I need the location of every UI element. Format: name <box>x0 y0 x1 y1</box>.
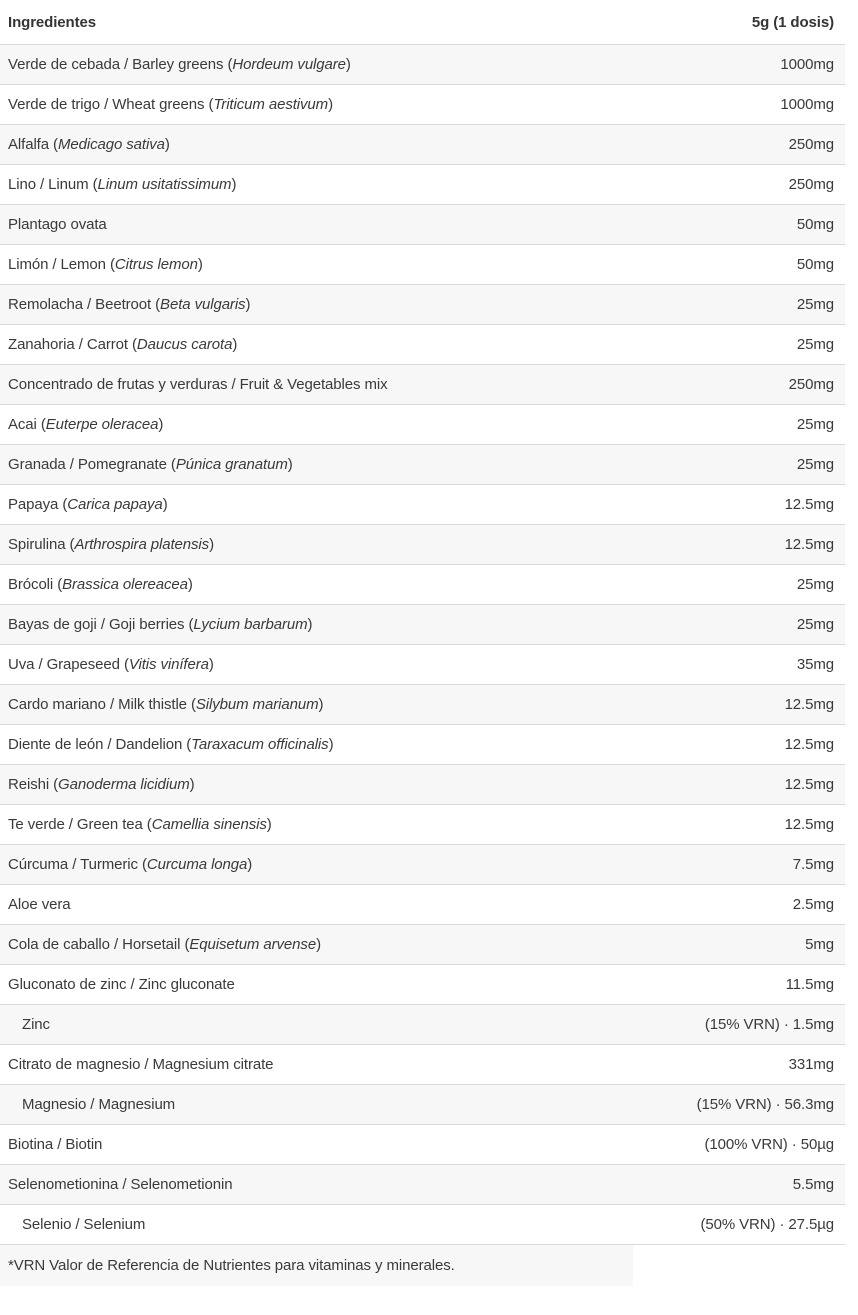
ingredient-name <box>8 616 312 633</box>
ingredient-name <box>8 456 293 473</box>
ingredient-name-text: Plantago ovata <box>8 216 107 233</box>
ingredient-amount: 25mg <box>796 296 834 313</box>
ingredient-name-close: ) <box>318 696 324 713</box>
ingredient-name-close: ) <box>266 816 272 833</box>
ingredient-name-text: Papaya ( <box>8 496 68 513</box>
ingredient-amount: 1000mg <box>780 96 834 113</box>
table-row <box>0 445 845 485</box>
ingredient-amount: 25mg <box>796 416 834 433</box>
ingredient-name-text: Spirulina ( <box>8 536 75 553</box>
table-row <box>0 965 845 1005</box>
ingredient-name <box>8 736 333 753</box>
table-row <box>0 925 845 965</box>
table-row <box>0 885 845 925</box>
ingredient-name-text: Zanahoria / Carrot ( <box>8 336 137 353</box>
ingredient-latin: Linum usitatissimum <box>97 176 232 193</box>
ingredient-name-close: ) <box>189 776 195 793</box>
table-row <box>0 805 845 845</box>
ingredient-name <box>8 176 236 193</box>
ingredient-name-text: Selenio / Selenium <box>22 1216 146 1233</box>
ingredient-amount: 11.5mg <box>785 976 834 993</box>
ingredient-amount: 50mg <box>796 256 834 273</box>
ingredient-name-close: ) <box>345 56 351 73</box>
ingredient-name <box>22 1016 50 1033</box>
table-row <box>0 725 845 765</box>
ingredient-name-text: Cúrcuma / Turmeric ( <box>8 856 147 873</box>
ingredient-amount: 25mg <box>796 576 834 593</box>
ingredient-name <box>22 1096 175 1113</box>
header-ingredients-label: Ingredientes <box>8 13 96 31</box>
header-serving-label: 5g (1 dosis) <box>751 13 834 31</box>
table-row <box>0 285 845 325</box>
table-row <box>0 165 845 205</box>
ingredient-latin: Ganoderma licidium <box>58 776 190 793</box>
ingredient-name-close: ) <box>245 296 251 313</box>
table-row <box>0 605 845 645</box>
ingredient-latin: Silybum marianum <box>195 696 319 713</box>
ingredient-name-close: ) <box>209 536 214 553</box>
table-row <box>0 405 845 445</box>
ingredient-name <box>8 1056 273 1073</box>
ingredient-amount: 25mg <box>796 336 834 353</box>
ingredient-name <box>8 56 351 73</box>
ingredient-amount: 12.5mg <box>784 496 834 513</box>
ingredient-latin: Brassica olereacea <box>62 576 188 593</box>
ingredient-name-text: Remolacha / Beetroot ( <box>8 296 161 313</box>
ingredient-name <box>8 496 168 513</box>
ingredient-latin: Hordeum vulgare <box>232 56 346 73</box>
ingredient-name <box>8 96 333 113</box>
vrn-footnote: *VRN Valor de Referencia de Nutrientes para vitaminas y minerales. <box>0 1245 633 1286</box>
ingredient-amount: 5mg <box>805 936 834 953</box>
ingredient-name-text: Biotina / Biotin <box>8 1136 103 1153</box>
table-row <box>0 1205 845 1245</box>
table-row <box>0 645 845 685</box>
table-row <box>0 1045 845 1085</box>
table-footnote-row <box>0 1245 845 1286</box>
ingredient-name-text: Aloe vera <box>8 896 71 913</box>
ingredient-name <box>8 416 163 433</box>
ingredient-name <box>8 776 195 793</box>
ingredient-amount: 7.5mg <box>792 856 834 873</box>
table-row <box>0 485 845 525</box>
ingredient-name-close: ) <box>231 176 237 193</box>
ingredient-name-close: ) <box>328 96 333 113</box>
table-row <box>0 685 845 725</box>
table-row <box>0 1125 845 1165</box>
ingredient-name-text: Acai ( <box>8 416 46 433</box>
ingredient-name-text: Citrato de magnesio / Magnesium citrate <box>8 1056 274 1073</box>
ingredient-name-text: Diente de león / Dandelion ( <box>8 736 192 753</box>
table-row <box>0 245 845 285</box>
table-row <box>0 525 845 565</box>
ingredient-name <box>8 376 388 393</box>
ingredient-name-text: Cardo mariano / Milk thistle ( <box>8 696 196 713</box>
table-row <box>0 1165 845 1205</box>
table-row <box>0 85 845 125</box>
ingredient-amount: 5.5mg <box>792 1176 834 1193</box>
table-row <box>0 125 845 165</box>
table-row <box>0 205 845 245</box>
ingredient-latin: Daucus carota <box>136 336 233 353</box>
ingredient-amount: 250mg <box>788 376 834 393</box>
ingredient-name-text: Te verde / Green tea ( <box>8 816 152 833</box>
ingredient-name-close: ) <box>158 416 164 433</box>
ingredient-name <box>8 976 235 993</box>
ingredient-name <box>8 896 70 913</box>
ingredient-name-close: ) <box>287 456 293 473</box>
ingredient-name-text: Reishi ( <box>8 776 59 793</box>
ingredient-name-close: ) <box>187 576 193 593</box>
ingredient-name-close: ) <box>328 736 334 753</box>
ingredient-name <box>22 1216 145 1233</box>
ingredient-amount: 12.5mg <box>784 736 834 753</box>
ingredient-name-close: ) <box>164 136 170 153</box>
ingredient-name-text: Verde de cebada / Barley greens ( <box>8 56 233 73</box>
ingredient-latin: Taraxacum officinalis <box>191 736 329 753</box>
ingredient-amount: 35mg <box>796 656 834 673</box>
ingredient-name-text: Gluconato de zinc / Zinc gluconate <box>8 976 235 993</box>
ingredient-name <box>8 696 323 713</box>
ingredient-name <box>8 1176 232 1193</box>
ingredient-latin: Arthrospira platensis <box>74 536 210 553</box>
ingredient-amount: 2.5mg <box>792 896 834 913</box>
ingredient-amount: 250mg <box>788 136 834 153</box>
ingredient-amount: 331mg <box>788 1056 834 1073</box>
ingredient-name-close: ) <box>307 616 313 633</box>
ingredient-latin: Púnica granatum <box>175 456 288 473</box>
ingredient-name-close: ) <box>316 936 321 953</box>
ingredient-amount: 250mg <box>788 176 834 193</box>
ingredient-latin: Citrus lemon <box>114 256 198 273</box>
ingredient-name-text: Magnesio / Magnesium <box>22 1096 176 1113</box>
ingredient-latin: Lycium barbarum <box>193 616 308 633</box>
ingredient-name-close: ) <box>208 656 214 673</box>
ingredient-latin: Curcuma longa <box>146 856 248 873</box>
table-row <box>0 365 845 405</box>
ingredient-name-text: Concentrado de frutas y verduras / Fruit & Vegetables mix <box>8 376 388 393</box>
ingredient-name-text: Lino / Linum ( <box>8 176 98 193</box>
ingredient-latin: Euterpe oleracea <box>45 416 159 433</box>
ingredient-amount: 12.5mg <box>784 816 834 833</box>
ingredient-amount: (50% VRN) · 27.5µg <box>700 1216 834 1233</box>
ingredient-name <box>8 1136 102 1153</box>
ingredient-latin: Vitis vinífera <box>128 656 209 673</box>
ingredient-name <box>8 656 214 673</box>
ingredient-name <box>8 136 170 153</box>
ingredient-latin: Triticum aestivum <box>213 96 329 113</box>
table-row <box>0 765 845 805</box>
ingredient-name <box>8 856 252 873</box>
ingredient-amount: 12.5mg <box>784 776 834 793</box>
ingredient-name-text: Uva / Grapeseed ( <box>8 656 129 673</box>
table-row <box>0 1085 845 1125</box>
ingredient-amount: 25mg <box>796 456 834 473</box>
ingredient-latin: Beta vulgaris <box>160 296 246 313</box>
ingredient-amount: 25mg <box>796 616 834 633</box>
ingredient-name-text: Alfalfa ( <box>8 136 58 153</box>
ingredient-latin: Medicago sativa <box>57 136 165 153</box>
table-row <box>0 45 845 85</box>
ingredient-name <box>8 336 237 353</box>
ingredient-name <box>8 576 193 593</box>
ingredient-name <box>8 536 214 553</box>
ingredient-name <box>8 296 250 313</box>
ingredient-latin: Camellia sinensis <box>151 816 267 833</box>
table-row <box>0 565 845 605</box>
ingredient-name-text: Brócoli ( <box>8 576 63 593</box>
ingredient-name-text: Zinc <box>22 1016 50 1033</box>
ingredient-name <box>8 936 321 953</box>
ingredients-rows <box>0 45 845 1245</box>
ingredient-name-close: ) <box>232 336 238 353</box>
ingredient-latin: Equisetum arvense <box>189 936 317 953</box>
ingredient-amount: (100% VRN) · 50µg <box>704 1136 834 1153</box>
table-row <box>0 325 845 365</box>
ingredient-amount: (15% VRN) · 1.5mg <box>704 1016 834 1033</box>
ingredient-name-text: Verde de trigo / Wheat greens ( <box>8 96 214 113</box>
ingredient-name-close: ) <box>162 496 168 513</box>
ingredient-name-text: Limón / Lemon ( <box>8 256 115 273</box>
table-row <box>0 1005 845 1045</box>
ingredient-latin: Carica papaya <box>67 496 163 513</box>
table-row <box>0 845 845 885</box>
table-header-row <box>0 0 845 45</box>
ingredient-name-text: Selenometionina / Selenometionin <box>8 1176 233 1193</box>
ingredient-name-text: Granada / Pomegranate ( <box>8 456 176 473</box>
ingredient-name-text: Bayas de goji / Goji berries ( <box>8 616 194 633</box>
ingredient-name-text: Cola de caballo / Horsetail ( <box>8 936 190 953</box>
ingredient-amount: 1000mg <box>780 56 834 73</box>
ingredient-name <box>8 216 107 233</box>
ingredient-name-close: ) <box>197 256 203 273</box>
ingredient-amount: 12.5mg <box>784 536 834 553</box>
ingredient-amount: 12.5mg <box>784 696 834 713</box>
ingredient-name-close: ) <box>247 856 253 873</box>
ingredient-name <box>8 256 203 273</box>
ingredient-amount: (15% VRN) · 56.3mg <box>696 1096 834 1113</box>
ingredient-amount: 50mg <box>796 216 834 233</box>
ingredient-name <box>8 816 272 833</box>
